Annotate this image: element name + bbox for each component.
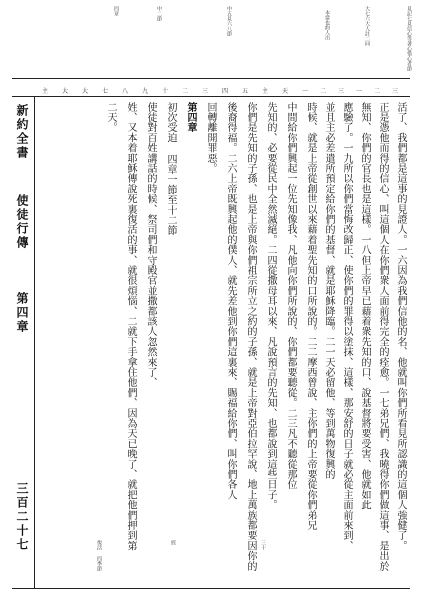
marginal-note: 本當也約人出 bbox=[324, 10, 330, 40]
footer-note: 經 bbox=[170, 540, 176, 545]
book-title: 新約全書 bbox=[15, 104, 29, 160]
text-column: 正是憑他而得的信心、叫這個人在你們衆人面前得完全的痊愈。一七弟兄們、我曉得你們做這事、是出於 bbox=[377, 102, 388, 572]
page-number: 三百二十七 bbox=[15, 482, 29, 552]
marginal-note: 四章 bbox=[113, 6, 119, 16]
top-rule bbox=[12, 78, 410, 79]
text-column: 回轉離開罪惡。 bbox=[205, 102, 216, 174]
scripture-page: 見記七見信心等著心惜心者節 大七六大人註二同 本當也約人出 中五見六八節 中二節 四章 三 二 一 三 二 一 天 主 五 四 三 二 十 九 八 七 大 大 主 新約全書 使徒行傳 第四章 三百二十七 活了、我們都是這事的見證人。一六因為我們信他的名、他就叫你們所看見所認識的這個人強健了。 正是憑他而得的信心、叫這個人在你們衆人面前得完全的痊愈。一七弟兄們、我曉得你們做這事、是出於 無知、你們的官長也是這樣。一八但上帝早已藉着衆先知的口、說基督將要受害、他就如此 應驗了。一九所以你們當悔改歸正、使你們的罪得以塗抹、這樣、那安舒的日子就必從主面前來到、 並且主必差遣所預定給你們的基督、就是耶穌降臨。二一天必留他、等到萬物復興的 時候、就是上帝從創世以來藉着聖先知的口所說的。二二摩西曾說、主你們的上帝要從你們弟兄 中間給你們興起一位先知像我、凡他向你們所說的、你們都要聽從。二三凡不聽從那位 先知的、必要從民中全然滅絕。二四從撒母耳以來、凡說預言的先知、也都說到這些日子。 你們是先知的子孫、也是上帝與你們祖宗所立之約的子孫、就是上帝對亞伯拉罕說、地上萬族都要因你的 後裔得福。二六上帝既興起他的僕人、就先差他到你們這裏來、賜福給你們、叫你們各人 回轉離開罪惡。 第四章 初次受迫 四章一節至十二節 使徒對百姓講話的時候、祭司們和守殿官並撒都該人忽然來了、 姓、又本着耶穌傳說死裏復活的事、就很煩惱、二就下手拿住他們、因為天已晚了、就把他們押到第 二天。 復活 四季節 經 三十 bbox=[0, 0, 422, 600]
section-title: 使徒行傳 bbox=[15, 194, 29, 250]
text-column: 無知、你們的官長也是這樣。一八但上帝早已藉着衆先知的口、說基督將要受害、他就如此 bbox=[359, 102, 370, 510]
chapter-subtitle: 初次受迫 四章一節至十二節 bbox=[165, 102, 176, 236]
bottom-rule bbox=[12, 588, 410, 589]
text-column: 應驗了。一九所以你們當悔改歸正、使你們的罪得以塗抹、這樣、那安舒的日子就必從主面前來到、 bbox=[341, 102, 352, 551]
text-column: 中間給你們興起一位先知像我、凡他向你們所說的、你們都要聽從。二三凡不聽從那位 bbox=[285, 102, 296, 490]
text-column: 並且主必差遣所預定給你們的基督、就是耶穌降臨。二一天必留他、等到萬物復興的 bbox=[323, 102, 334, 480]
text-column: 姓、又本着耶穌傳說死裏復活的事、就很煩惱、二就下手拿住他們、因為天已晚了、就把他們押到第 bbox=[125, 102, 136, 551]
text-column: 先知的、必要從民中全然滅絕。二四從撒母耳以來、凡說預言的先知、也都說到這些日子。 bbox=[265, 102, 276, 510]
header-rule bbox=[34, 96, 35, 588]
marginal-note: 中二節 bbox=[156, 6, 162, 21]
text-column: 使徒對百姓講話的時候、祭司們和守殿官並撒都該人忽然來了、 bbox=[145, 102, 156, 388]
marginal-note: 大七六大人註二同 bbox=[364, 6, 370, 46]
footer-note: 三十 bbox=[260, 540, 266, 550]
chapter-label: 第四章 bbox=[15, 292, 29, 334]
footer-note: 復活 四季節 bbox=[96, 540, 102, 571]
text-column: 二天。 bbox=[105, 102, 116, 133]
text-column: 時候、就是上帝從創世以來藉着聖先知的口所說的。二二摩西曾說、主你們的上帝要從你們弟兄 bbox=[305, 102, 316, 531]
chapter-heading: 第四章 bbox=[185, 102, 196, 133]
marginal-note: 中五見六八節 bbox=[226, 6, 232, 36]
text-column: 活了、我們都是這事的見證人。一六因為我們信他的名、他就叫你們所看見所認識的這個人強健了。 bbox=[395, 102, 406, 551]
text-column: 後裔得福。二六上帝既興起他的僕人、就先差他到你們這裏來、賜福給你們、叫你們各人 bbox=[225, 102, 236, 500]
text-column: 你們是先知的子孫、也是上帝與你們祖宗所立之約的子孫、就是上帝對亞伯拉罕說、地上萬族都要因你的 bbox=[245, 102, 256, 572]
marginal-note: 見記七見信心等著心惜心者節 bbox=[406, 6, 412, 71]
verse-number-rule bbox=[12, 96, 410, 97]
